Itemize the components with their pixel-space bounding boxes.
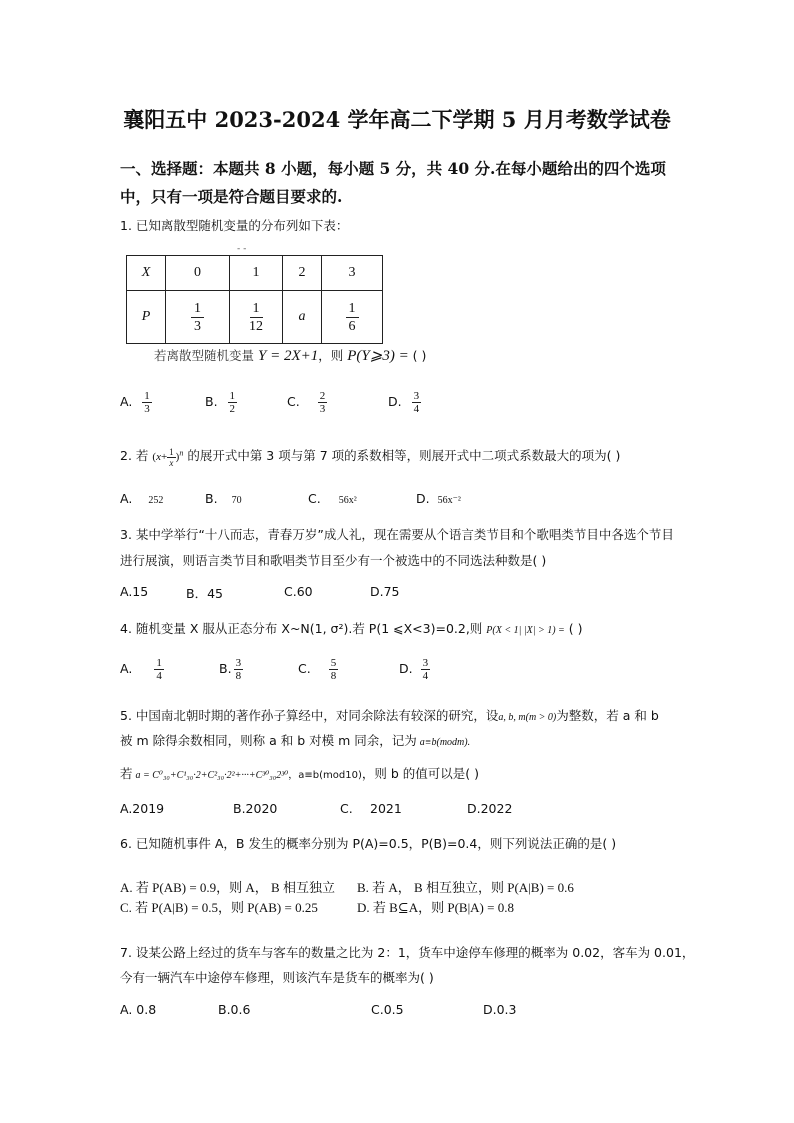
q7-option-b[interactable]: B.0.6 xyxy=(218,1002,251,1017)
section-heading-line1: 一、选择题：本题共 8 小题，每小题 5 分，共 40 分.在每小题给出的四个选项 xyxy=(120,159,666,178)
q5-line1: 5. 中国南北朝时期的著作孙子算经中，对同余除法有较深的研究，设a, b, m(m > 0)为整数，若 a 和 b xyxy=(120,708,659,723)
q6-option-b[interactable]: B. 若 A， B 相互独立，则 P(A|B) = 0.6 xyxy=(357,880,574,895)
q1-prob-cell: $\frac{1}{3}$ xyxy=(191,300,204,335)
q3-line1: 3. 某中学举行“十八而志，青春万岁”成人礼，现在需要从个语言类节目和个歌唱类节目中各选个节目 xyxy=(120,527,674,542)
q2-stem: 2. 若 (x+ $\frac{1}{x}$ )$^n$ 的展开式中第 3 项与第 7 项的系数相等，则展开式中二项式系数最大的项为( ) xyxy=(120,446,621,468)
q7-option-d[interactable]: D.0.3 xyxy=(483,1002,517,1017)
q3-option-b[interactable]: B．45 xyxy=(186,586,223,601)
q6-option-a[interactable]: A. 若 P(AB) = 0.9，则 A， B 相互独立 xyxy=(120,880,335,895)
q1-header-x: X xyxy=(141,265,151,280)
q1-row-label-p: P xyxy=(141,309,151,324)
q2-option-b[interactable]: B. 70 xyxy=(205,491,242,506)
q4-option-a[interactable]: A. $\frac{1}{4}$ xyxy=(120,657,162,682)
q1-option-b[interactable]: B. $\frac{1}{2}$ xyxy=(205,390,236,415)
q5-option-d[interactable]: D.2022 xyxy=(467,801,513,816)
q1-option-d[interactable]: D. $\frac{3}{4}$ xyxy=(388,390,420,415)
q6-option-d[interactable]: D. 若 B⊆A，则 P(B|A) = 0.8 xyxy=(357,900,514,915)
q2-option-d[interactable]: D. 56x⁻² xyxy=(416,491,461,506)
q2-binomial-expression: (x+ $\frac{1}{x}$ )$^n$ xyxy=(152,446,184,468)
q7-option-a[interactable]: A. 0.8 xyxy=(120,1002,157,1017)
q1-option-c[interactable]: C. $\frac{2}{3}$ xyxy=(287,390,326,415)
exam-title: 襄阳五中 2023-2024 学年高二下学期 5 月月考数学试卷 xyxy=(123,107,671,132)
q5-option-c[interactable]: C. xyxy=(340,801,353,816)
q5-option-a[interactable]: A.2019 xyxy=(120,801,165,816)
q5-line2: 被 m 除得余数相同，则称 a 和 b 对模 m 同余，记为 a≡b(modm). xyxy=(120,733,471,748)
q1-distribution-table xyxy=(126,255,383,344)
q3-line2: 进行展演，则语言类节目和歌唱类节目至少有一个被选中的不同选法种数是( ) xyxy=(120,553,547,568)
q5-line3: 若 a = C⁰₃₀+C¹₃₀·2+C²₃₀·2²+···+C³⁰₃₀2³⁰，a≡b(mod10)，则 b 的值可以是( ) xyxy=(120,766,479,781)
q3-option-a[interactable]: A.15 xyxy=(120,584,149,599)
q6-option-c[interactable]: C. 若 P(A|B) = 0.5，则 P(AB) = 0.25 xyxy=(120,900,318,915)
q2-option-a[interactable]: A. 252 xyxy=(120,491,164,506)
q4-option-d[interactable]: D. $\frac{3}{4}$ xyxy=(399,657,429,682)
q4-stem: 4. 随机变量 X 服从正态分布 X~N(1, σ²).若 P(1 ⩽X<3)=0.2,则 P(X < 1| |X| > 1) = ( ) xyxy=(120,621,583,636)
q4-option-c[interactable]: C. $\frac{5}{8}$ xyxy=(298,657,337,682)
q1-header-cell: 2 xyxy=(298,265,306,280)
q1-header-cell: 1 xyxy=(252,265,260,280)
q7-option-c[interactable]: C.0.5 xyxy=(371,1002,404,1017)
q1-decoration-mark: - - xyxy=(237,244,247,254)
q1-prob-cell: $\frac{1}{12}$ xyxy=(249,300,263,334)
section-heading-line2: 中，只有一项是符合题目要求的. xyxy=(120,187,343,206)
q6-stem: 6. 已知随机事件 A，B 发生的概率分别为 P(A)=0.5，P(B)=0.4，则下列说法正确的是( ) xyxy=(120,836,617,851)
q7-line1: 7. 设某公路上经过的货车与客车的数量之比为 2：1，货车中途停车修理的概率为 0.02，客车为 0.01， xyxy=(120,945,695,960)
q1-header-cell: 0 xyxy=(194,265,201,280)
q5-option-c-value[interactable]: 2021 xyxy=(370,801,402,816)
q1-header-cell: 3 xyxy=(348,265,356,280)
q1-option-a[interactable]: A. $\frac{1}{3}$ xyxy=(120,390,150,415)
q2-option-c[interactable]: C. 56x² xyxy=(308,491,357,506)
q3-option-c[interactable]: C.60 xyxy=(284,584,313,599)
q4-option-b[interactable]: B. $\frac{3}{8}$ xyxy=(219,657,242,682)
q1-prob-cell: a xyxy=(298,309,306,324)
q1-stem: 1. 已知离散型随机变量的分布列如下表： xyxy=(120,218,349,233)
q7-line2: 今有一辆汽车中途停车修理，则该汽车是货车的概率为( ) xyxy=(120,970,434,985)
q5-option-b[interactable]: B.2020 xyxy=(233,801,278,816)
q1-prob-cell: $\frac{1}{6}$ xyxy=(346,300,359,335)
q3-option-d[interactable]: D.75 xyxy=(370,584,400,599)
q1-follow-text: 若离散型随机变量 Y = 2X+1，则 P(Y⩾3) = ( ) xyxy=(154,348,427,364)
